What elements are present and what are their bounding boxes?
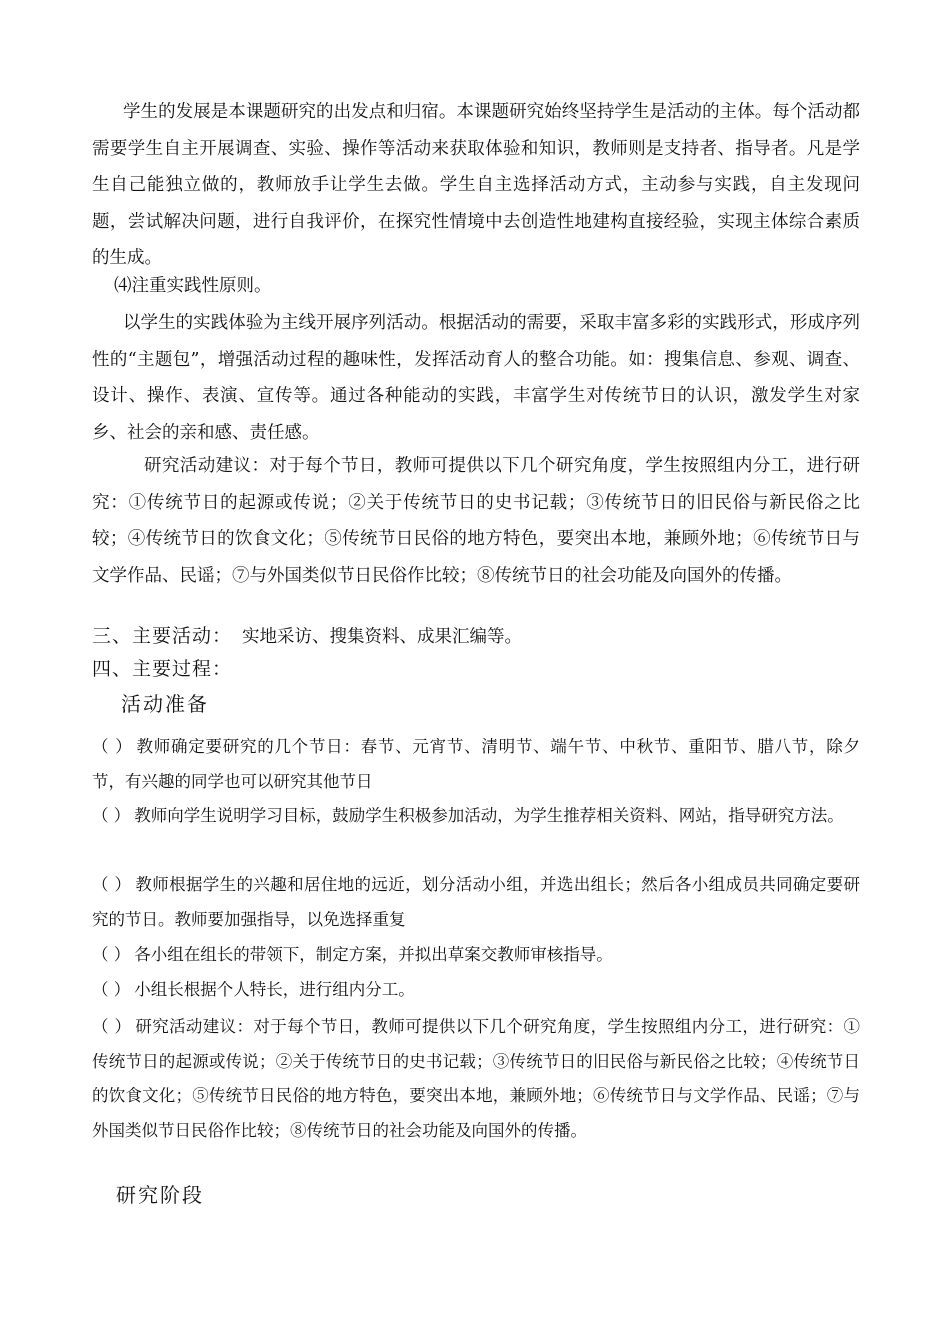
list-item [92, 730, 860, 799]
section-main-activities-text: 实地采访、搜集资料、成果汇编等。 [242, 627, 523, 647]
item-bracket-mark: （ ） [92, 980, 131, 999]
subheading-research-stage: 研究阶段 [116, 1183, 204, 1207]
list-item [92, 1010, 860, 1148]
section-main-activities [92, 621, 522, 652]
section-main-activities-label: 三、主要活动： [92, 625, 233, 647]
item-bracket-mark: （ ） [92, 737, 133, 756]
subheading-activity-preparation: 活动准备 [121, 692, 209, 716]
section-main-process [92, 654, 242, 684]
paragraph-student-subject: 学生的发展是本课题研究的出发点和归宿。本课题研究始终坚持学生是活动的主体。每个活动都需要学生自主开展调查、实验、操作等活动来获取体验和知识，教师则是支持者、指导者。凡是学生自己能独立做的，教师放手让学生去做。学生自主选择活动方式，主动参与实践，自主发现问题，尝试解决问题，进行自我评价，在探究性情境中去创造性地建构直接经验，实现主体综合素质的生成。 [92, 102, 860, 268]
item-bracket-mark: （ ） [92, 806, 131, 825]
section-main-process-label: 四、主要过程： [92, 658, 233, 680]
list-item [92, 938, 860, 973]
item-text: 教师根据学生的兴趣和居住地的远近，划分活动小组，并选出组长；然后各小组成员共同确定要研究的节日。教师要加强指导，以免选择重复 [92, 875, 861, 929]
list-item [92, 973, 860, 1008]
item-text: 小组长根据个人特长，进行组内分工。 [134, 980, 415, 999]
item-bracket-mark: （ ） [92, 1017, 132, 1036]
item-bracket-mark: （ ） [92, 875, 132, 894]
item-text: 各小组在组长的带领下，制定方案，并拟出草案交教师审核指导。 [134, 945, 613, 964]
item-bracket-mark: （ ） [92, 945, 131, 964]
list-item [92, 868, 860, 937]
paragraph-practice-principle-heading: ⑷注重实践性原则。 [114, 276, 272, 296]
list-item [92, 799, 860, 834]
item-text: 教师确定要研究的几个节日：春节、元宵节、清明节、端午节、中秋节、重阳节、腊八节，除夕节，有兴趣的同学也可以研究其他节日 [92, 737, 861, 791]
paragraph-research-suggestions: 研究活动建议：对于每个节日，教师可提供以下几个研究角度，学生按照组内分工，进行研究：①传统节日的起源或传说；②关于传统节日的史书记载；③传统节日的旧民俗与新民俗之比较；④传统节日的饮食文化；⑤传统节日民俗的地方特色，要突出本地，兼顾外地；⑥传统节日与文学作品、民谣；⑦与外国类似节日民俗作比较；⑧传统节日的社会功能及向国外的传播。 [92, 456, 860, 586]
paragraph-practice-experience: 以学生的实践体验为主线开展序列活动。根据活动的需要，采取丰富多彩的实践形式，形成序列性的“主题包”，增强活动过程的趣味性，发挥活动育人的整合功能。如：搜集信息、参观、调查、设计、操作、表演、宣传等。通过各种能动的实践，丰富学生对传统节日的认识，激发学生对家乡、社会的亲和感、责任感。 [92, 313, 860, 443]
item-text: 教师向学生说明学习目标，鼓励学生积极参加活动，为学生推荐相关资料、网站，指导研究方法。 [134, 806, 844, 825]
item-text: 研究活动建议：对于每个节日，教师可提供以下几个研究角度，学生按照组内分工，进行研究：①传统节日的起源或传说；②关于传统节日的史书记载；③传统节日的旧民俗与新民俗之比较；④传统节日的饮食文化；⑤传统节日民俗的地方特色，要突出本地，兼顾外地；⑥传统节日与文学作品、民谣；⑦与外国类似节日民俗作比较；⑧传统节日的社会功能及向国外的传播。 [92, 1017, 861, 1140]
